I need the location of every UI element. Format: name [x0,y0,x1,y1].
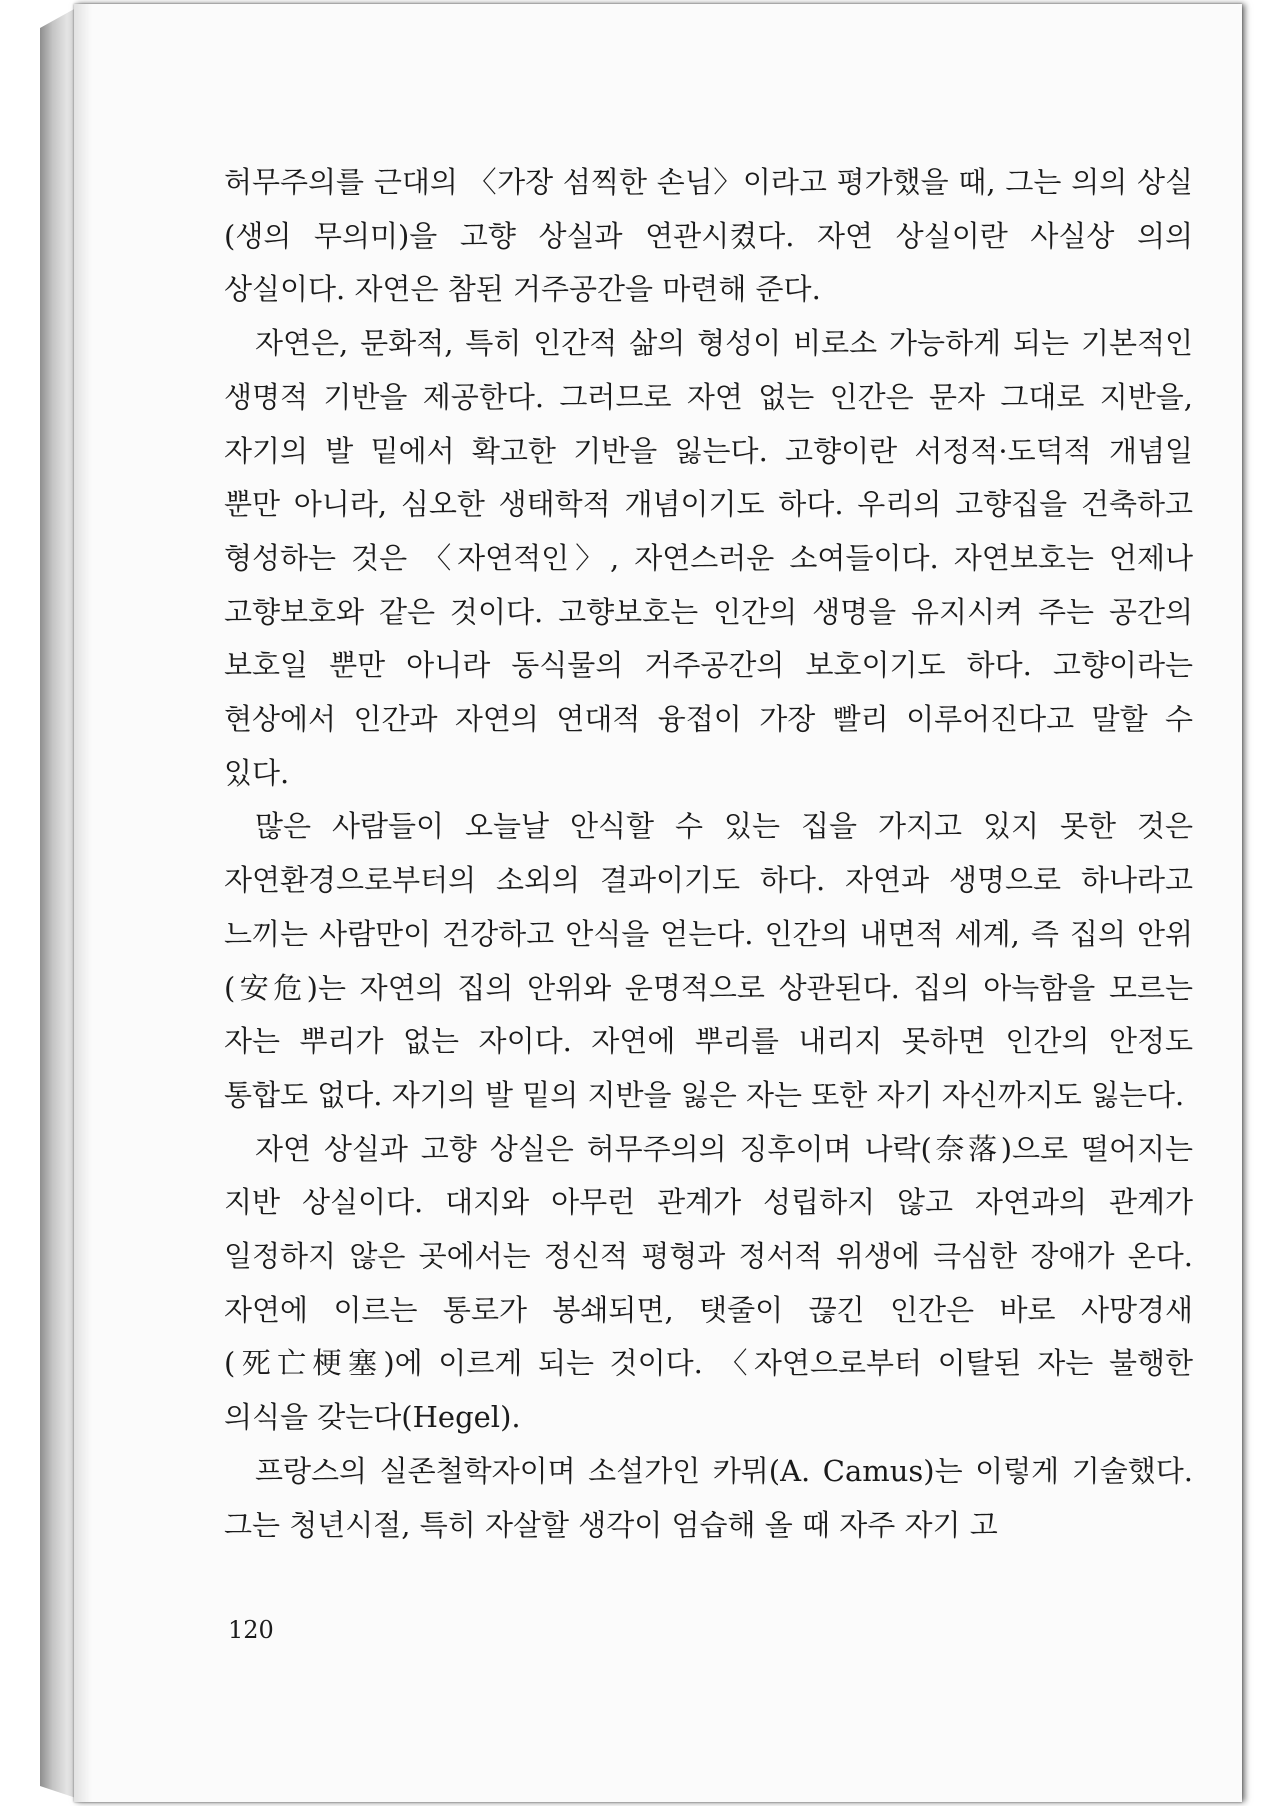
paragraph-3: 많은 사람들이 오늘날 안식할 수 있는 집을 가지고 있지 못한 것은 자연환경으로부터의 소외의 결과이기도 하다. 자연과 생명으로 하나라고 느끼는 사람만이 건강하고 안식을 얻는다. 인간의 내면적 세계, 즉 집의 안위(安危)는 자연의 집의 안위와 운명적으로 상관된다. 집의 아늑함을 모르는 자는 뿌리가 없는 자이다. 자연에 뿌리를 내리지 못하면 인간의 안정도 통합도 없다. 자기의 발 밑의 지반을 잃은 자는 또한 자기 자신까지도 잃는다. [224,809,1193,1112]
body-text [224,156,1193,1552]
book-page-edges [40,8,76,1798]
paragraph-1: 허무주의를 근대의 〈가장 섬찍한 손님〉이라고 평가했을 때, 그는 의의 상실(생의 무의미)을 고향 상실과 연관시켰다. 자연 상실이란 사실상 의의 상실이다. 자연은 참된 거주공간을 마련해 준다. [224,165,1193,307]
book-page [74,4,1242,1802]
paragraph-2: 자연은, 문화적, 특히 인간적 삶의 형성이 비로소 가능하게 되는 기본적인 생명적 기반을 제공한다. 그러므로 자연 없는 인간은 문자 그대로 지반을, 자기의 발 밑에서 확고한 기반을 잃는다. 고향이란 서정적·도덕적 개념일 뿐만 아니라, 심오한 생태학적 개념이기도 하다. 우리의 고향집을 건축하고 형성하는 것은 〈자연적인〉, 자연스러운 소여들이다. 자연보호는 언제나 고향보호와 같은 것이다. 고향보호는 인간의 생명을 유지시켜 주는 공간의 보호일 뿐만 아니라 동식물의 거주공간의 보호이기도 하다. 고향이라는 현상에서 인간과 자연의 연대적 융접이 가장 빨리 이루어진다고 말할 수 있다. [224,326,1193,790]
paragraph-5: 프랑스의 실존철학자이며 소설가인 카뮈(A. Camus)는 이렇게 기술했다. 그는 청년시절, 특히 자살할 생각이 엄습해 올 때 자주 자기 고 [224,1453,1193,1542]
paragraph-4: 자연 상실과 고향 상실은 허무주의의 징후이며 나락(奈落)으로 떨어지는 지반 상실이다. 대지와 아무런 관계가 성립하지 않고 자연과의 관계가 일정하지 않은 곳에서는 정신적 평형과 정서적 위생에 극심한 장애가 온다. 자연에 이르는 통로가 봉쇄되면, 탯줄이 끊긴 인간은 바로 사망경새(死亡梗塞)에 이르게 되는 것이다. 〈자연으로부터 이탈된 자는 불행한 의식을 갖는다(Hegel). [224,1131,1193,1435]
page-number: 120 [228,1616,274,1644]
